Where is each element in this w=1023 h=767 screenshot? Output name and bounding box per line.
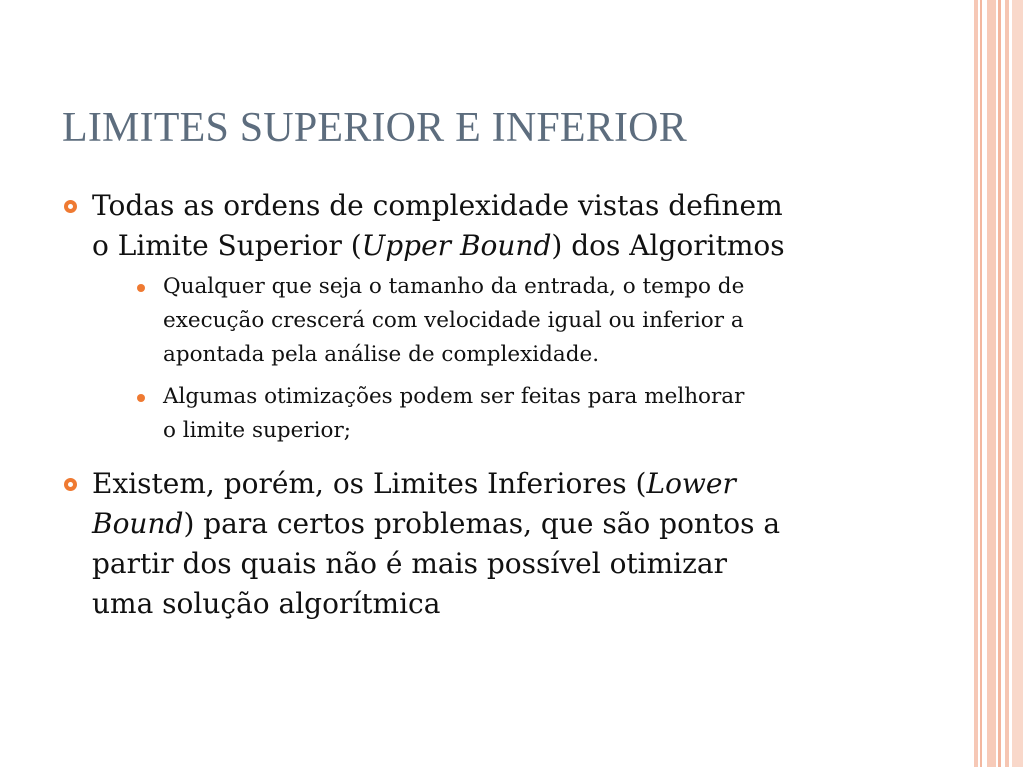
sub-bullet-text: execução crescerá com velocidade igual ou inferior a [163,308,744,333]
sub-bullet-text: Qualquer que seja o tamanho da entrada, o tempo de [163,274,745,299]
bullet-text-italic: Lower [646,467,736,500]
sub-bullet-text: o limite superior; [163,418,351,443]
circle-bullet-icon [64,200,77,213]
bullet-item-upper-bound [62,186,882,448]
dot-bullet-icon [137,394,145,402]
slide-title: LIMITES SUPERIOR E INFERIOR [62,105,687,151]
bullet-text-italic: Upper Bound [361,229,552,262]
bullet-text: partir dos quais não é mais possível otimizar [92,547,727,580]
decorative-stripe [980,0,982,767]
bullet-text-italic: Bound [92,507,184,540]
sub-bullet-item [122,270,882,372]
bullet-list [62,186,882,624]
sub-bullet-text: apontada pela análise de complexidade. [163,342,600,367]
decorative-stripe [974,0,978,767]
sub-bullet-item [122,380,882,448]
sub-bullet-text: Algumas otimizações podem ser feitas para melhorar [163,384,745,409]
bullet-text: uma solução algorítmica [92,587,441,620]
bullet-text: Todas as ordens de complexidade vistas definem [92,189,783,222]
decorative-stripe [1005,0,1009,767]
decorative-stripe [998,0,1001,767]
decorative-stripe [1012,0,1023,767]
circle-bullet-icon [64,478,77,491]
bullet-text: o Limite Superior ( [92,229,362,262]
bullet-text: ) para certos problemas, que são pontos a [183,507,781,540]
sub-bullet-list [122,270,882,448]
bullet-item-lower-bound [62,464,882,624]
bullet-text: Existem, porém, os Limites Inferiores ( [92,467,647,500]
bullet-text: ) dos Algoritmos [551,229,785,262]
decorative-stripe [987,0,996,767]
dot-bullet-icon [137,284,145,292]
